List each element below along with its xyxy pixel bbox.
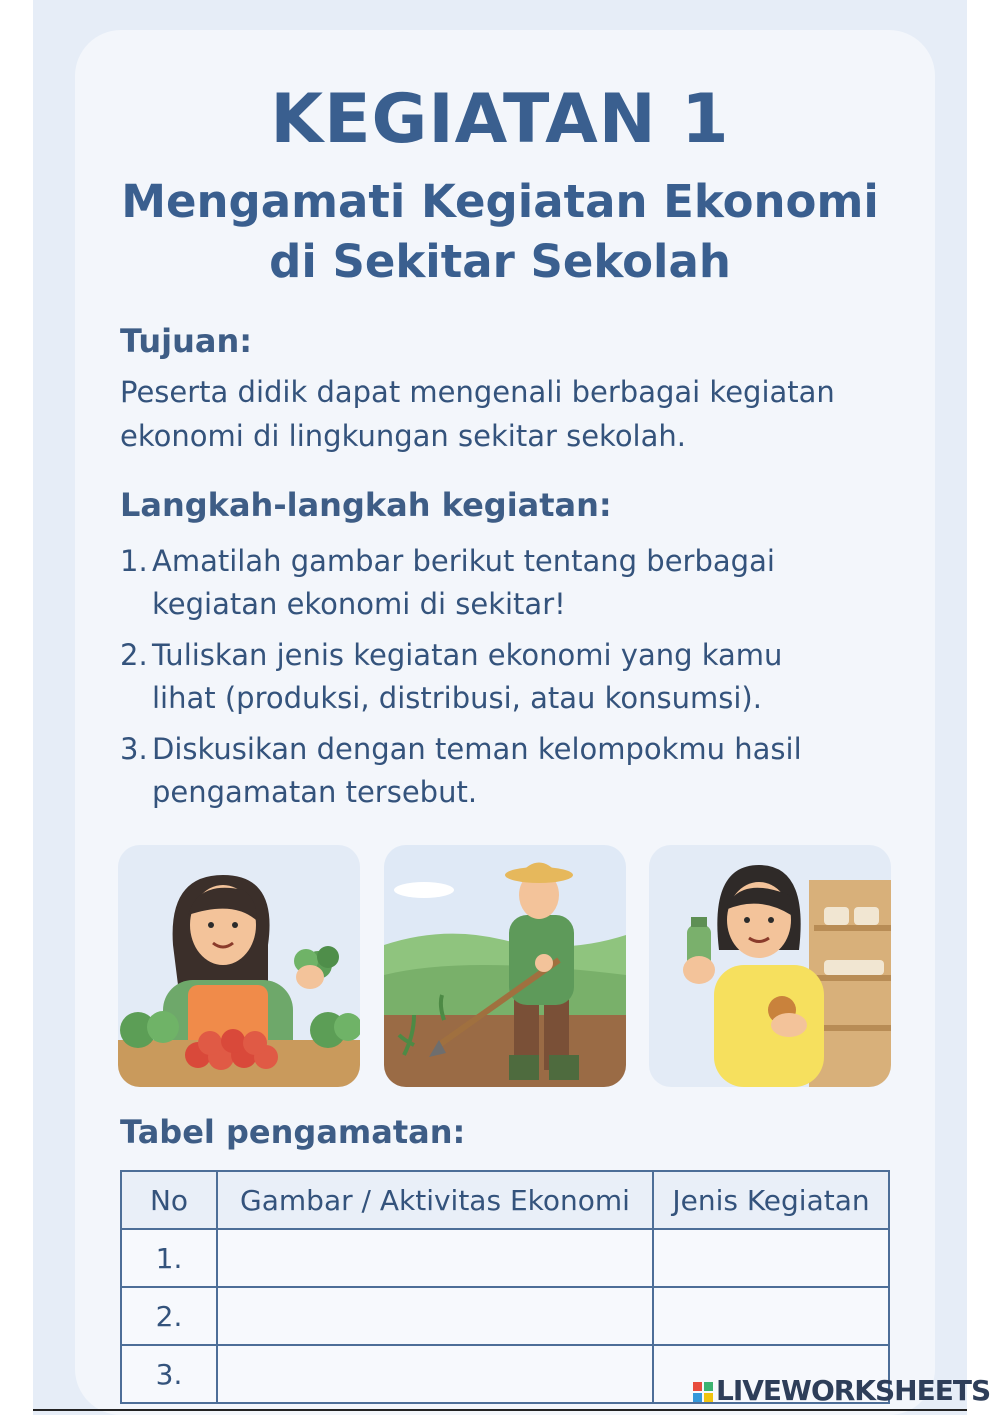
row-number: 3. (121, 1345, 217, 1403)
aktivitas-cell[interactable] (217, 1345, 653, 1403)
table-row (121, 1287, 889, 1345)
step-text: Tuliskan jenis kegiatan ekonomi yang kamu (152, 638, 783, 672)
tabel-heading: Tabel pengamatan: (120, 1113, 466, 1151)
steps-list (120, 540, 880, 822)
farmer-illustration (384, 845, 626, 1087)
step-text: pengamatan tersebut. (152, 775, 478, 809)
step-text: kegiatan ekonomi di sekitar! (152, 587, 566, 621)
step-number: 1. (120, 544, 148, 578)
column-header-aktivitas: Gambar / Aktivitas Ekonomi (217, 1171, 653, 1229)
langkah-heading: Langkah-langkah kegiatan: (120, 486, 612, 524)
tujuan-line-1: Peserta didik dapat mengenali berbagai kegiatan (120, 375, 835, 409)
subtitle-line-1: Mengamati Kegiatan Ekonomi (121, 175, 879, 228)
shopper-illustration (649, 845, 891, 1087)
step-text: lihat (produksi, distribusi, atau konsumsi). (152, 681, 762, 715)
observation-table (120, 1170, 890, 1404)
tujuan-heading: Tujuan: (120, 322, 253, 360)
step-item (120, 728, 880, 814)
subtitle-line-2: di Sekitar Sekolah (269, 235, 731, 288)
tujuan-line-2: ekonomi di lingkungan sekitar sekolah. (120, 419, 686, 453)
row-number: 2. (121, 1287, 217, 1345)
jenis-cell[interactable] (653, 1287, 889, 1345)
liveworksheets-logo-icon (692, 1381, 714, 1403)
watermark-text: LIVEWORKSHEETS (716, 1374, 991, 1407)
column-header-no: No (121, 1171, 217, 1229)
step-item (120, 634, 880, 720)
vegetable-seller-illustration (118, 845, 360, 1087)
page-subtitle (0, 172, 1000, 292)
jenis-cell[interactable] (653, 1229, 889, 1287)
step-text: Amatilah gambar berikut tentang berbagai (152, 544, 775, 578)
table-row (121, 1229, 889, 1287)
bottom-border (33, 1409, 967, 1411)
aktivitas-cell[interactable] (217, 1229, 653, 1287)
step-number: 2. (120, 638, 148, 672)
aktivitas-cell[interactable] (217, 1287, 653, 1345)
column-header-jenis: Jenis Kegiatan (653, 1171, 889, 1229)
step-number: 3. (120, 732, 148, 766)
table-header-row (121, 1171, 889, 1229)
tujuan-text (120, 370, 900, 458)
step-text: Diskusikan dengan teman kelompokmu hasil (152, 732, 802, 766)
page-title: KEGIATAN 1 (270, 80, 730, 159)
row-number: 1. (121, 1229, 217, 1287)
step-item (120, 540, 880, 626)
liveworksheets-watermark (692, 1374, 990, 1407)
